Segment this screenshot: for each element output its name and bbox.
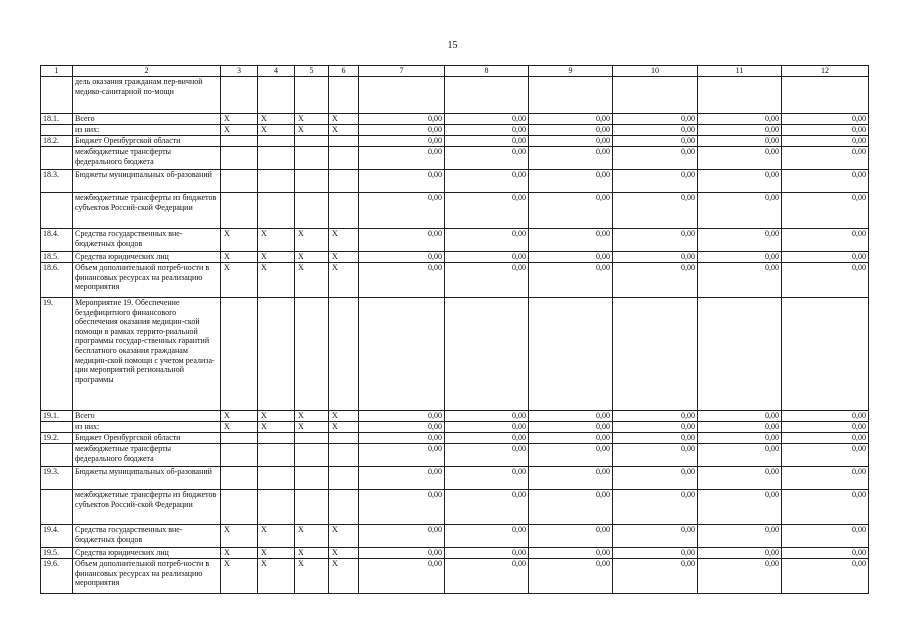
row-name: Бюджет Оренбургской области (73, 136, 221, 147)
value-cell: 0,00 (613, 263, 698, 298)
row-name: Объем дополнительной потреб-ности в финансовых ресурсах на реализацию мероприятия (73, 559, 221, 594)
value-cell (445, 77, 529, 114)
mark-cell: X (258, 252, 295, 263)
mark-cell: X (221, 263, 258, 298)
row-code: 19.2. (41, 433, 73, 444)
mark-cell: X (295, 229, 329, 252)
value-cell: 0,00 (698, 559, 782, 594)
row-name: Всего (73, 114, 221, 125)
row-code (41, 147, 73, 170)
value-cell: 0,00 (782, 170, 869, 193)
row-code: 18.5. (41, 252, 73, 263)
value-cell: 0,00 (359, 252, 445, 263)
value-cell: 0,00 (529, 252, 613, 263)
value-cell: 0,00 (782, 548, 869, 559)
mark-cell: X (329, 229, 359, 252)
mark-cell: X (329, 252, 359, 263)
mark-cell (295, 77, 329, 114)
value-cell: 0,00 (613, 229, 698, 252)
value-cell: 0,00 (782, 125, 869, 136)
mark-cell: X (295, 525, 329, 548)
value-cell: 0,00 (359, 411, 445, 422)
value-cell: 0,00 (613, 433, 698, 444)
mark-cell (258, 136, 295, 147)
value-cell: 0,00 (613, 444, 698, 467)
value-cell: 0,00 (445, 252, 529, 263)
mark-cell (295, 298, 329, 411)
value-cell: 0,00 (445, 147, 529, 170)
mark-cell: X (258, 114, 295, 125)
value-cell: 0,00 (359, 125, 445, 136)
value-cell: 0,00 (613, 136, 698, 147)
row-name: Средства юридических лиц (73, 252, 221, 263)
mark-cell (258, 77, 295, 114)
mark-cell: X (295, 252, 329, 263)
value-cell: 0,00 (613, 422, 698, 433)
row-name: Средства государственных вне-бюджетных фондов (73, 229, 221, 252)
row-name: Средства юридических лиц (73, 548, 221, 559)
value-cell: 0,00 (613, 125, 698, 136)
row-name: Бюджеты муниципальных об-разований (73, 170, 221, 193)
value-cell: 0,00 (445, 136, 529, 147)
value-cell: 0,00 (445, 263, 529, 298)
row-name: из них: (73, 422, 221, 433)
mark-cell: X (258, 125, 295, 136)
mark-cell: X (221, 252, 258, 263)
mark-cell (258, 444, 295, 467)
mark-cell: X (258, 525, 295, 548)
value-cell: 0,00 (613, 467, 698, 490)
value-cell: 0,00 (698, 490, 782, 525)
table-row (41, 559, 869, 594)
table-row (41, 422, 869, 433)
table-row (41, 263, 869, 298)
value-cell: 0,00 (529, 193, 613, 229)
mark-cell: X (329, 525, 359, 548)
value-cell: 0,00 (782, 525, 869, 548)
value-cell: 0,00 (445, 490, 529, 525)
value-cell: 0,00 (782, 229, 869, 252)
column-header: 12 (782, 66, 869, 77)
row-name: Мероприятие 19. Обеспечение бездефицитного финансового обеспечения оказания медицин-ской помощи в рамках террито-риальной программы государ-ственных гарантий бесплатного оказания гражданам медицин-ской помощи с учетом реализа-ции мероприятий региональной программы (73, 298, 221, 411)
mark-cell: X (258, 229, 295, 252)
value-cell: 0,00 (613, 525, 698, 548)
value-cell: 0,00 (529, 229, 613, 252)
value-cell (698, 298, 782, 411)
mark-cell: X (295, 422, 329, 433)
value-cell (613, 77, 698, 114)
value-cell: 0,00 (613, 548, 698, 559)
mark-cell: X (329, 559, 359, 594)
mark-cell (329, 147, 359, 170)
mark-cell (295, 170, 329, 193)
mark-cell: X (221, 422, 258, 433)
mark-cell (258, 490, 295, 525)
mark-cell (258, 170, 295, 193)
row-code: 19.4. (41, 525, 73, 548)
value-cell: 0,00 (698, 136, 782, 147)
column-header: 6 (329, 66, 359, 77)
column-header: 11 (698, 66, 782, 77)
value-cell: 0,00 (782, 433, 869, 444)
value-cell: 0,00 (359, 147, 445, 170)
mark-cell (295, 136, 329, 147)
value-cell: 0,00 (613, 411, 698, 422)
mark-cell: X (258, 263, 295, 298)
value-cell (529, 77, 613, 114)
value-cell: 0,00 (529, 263, 613, 298)
value-cell: 0,00 (445, 525, 529, 548)
value-cell: 0,00 (698, 229, 782, 252)
mark-cell: X (221, 229, 258, 252)
value-cell: 0,00 (529, 525, 613, 548)
mark-cell: X (221, 559, 258, 594)
value-cell: 0,00 (782, 559, 869, 594)
value-cell: 0,00 (445, 114, 529, 125)
table-row (41, 147, 869, 170)
column-header: 1 (41, 66, 73, 77)
mark-cell (221, 170, 258, 193)
row-name: межбюджетные трансферты федерального бюджета (73, 444, 221, 467)
mark-cell (329, 298, 359, 411)
value-cell (782, 77, 869, 114)
mark-cell: X (221, 548, 258, 559)
mark-cell: X (329, 548, 359, 559)
value-cell: 0,00 (698, 444, 782, 467)
mark-cell (258, 433, 295, 444)
table-row (41, 298, 869, 411)
value-cell: 0,00 (359, 444, 445, 467)
value-cell: 0,00 (359, 490, 445, 525)
row-name: Бюджет Оренбургской области (73, 433, 221, 444)
value-cell: 0,00 (529, 444, 613, 467)
mark-cell: X (221, 114, 258, 125)
row-code: 19. (41, 298, 73, 411)
value-cell: 0,00 (529, 136, 613, 147)
mark-cell: X (295, 548, 329, 559)
mark-cell: X (258, 422, 295, 433)
value-cell: 0,00 (445, 193, 529, 229)
table-row (41, 136, 869, 147)
value-cell: 0,00 (359, 548, 445, 559)
table-row (41, 490, 869, 525)
value-cell (613, 298, 698, 411)
mark-cell (329, 77, 359, 114)
value-cell (445, 298, 529, 411)
value-cell: 0,00 (698, 548, 782, 559)
value-cell: 0,00 (529, 548, 613, 559)
mark-cell (329, 170, 359, 193)
table-row (41, 77, 869, 114)
mark-cell (221, 136, 258, 147)
row-code (41, 193, 73, 229)
table-row (41, 170, 869, 193)
table-row (41, 252, 869, 263)
value-cell: 0,00 (445, 559, 529, 594)
value-cell: 0,00 (782, 411, 869, 422)
row-code: 18.4. (41, 229, 73, 252)
table-row (41, 525, 869, 548)
mark-cell: X (258, 548, 295, 559)
mark-cell (295, 193, 329, 229)
row-name: межбюджетные трансферты из бюджетов субъектов Россий-ской Федерации (73, 490, 221, 525)
mark-cell: X (329, 422, 359, 433)
mark-cell: X (221, 525, 258, 548)
row-code: 18.1. (41, 114, 73, 125)
value-cell: 0,00 (445, 125, 529, 136)
value-cell: 0,00 (698, 422, 782, 433)
value-cell: 0,00 (698, 252, 782, 263)
value-cell: 0,00 (698, 411, 782, 422)
mark-cell (221, 77, 258, 114)
mark-cell (258, 147, 295, 170)
mark-cell: X (221, 125, 258, 136)
column-header: 9 (529, 66, 613, 77)
mark-cell (295, 433, 329, 444)
value-cell: 0,00 (698, 467, 782, 490)
value-cell: 0,00 (529, 422, 613, 433)
mark-cell (329, 136, 359, 147)
value-cell: 0,00 (698, 263, 782, 298)
row-code (41, 444, 73, 467)
row-code (41, 422, 73, 433)
row-code: 19.1. (41, 411, 73, 422)
value-cell: 0,00 (698, 147, 782, 170)
mark-cell (258, 298, 295, 411)
value-cell: 0,00 (613, 193, 698, 229)
mark-cell (329, 193, 359, 229)
row-code: 19.5. (41, 548, 73, 559)
column-header: 7 (359, 66, 445, 77)
value-cell: 0,00 (782, 422, 869, 433)
value-cell: 0,00 (529, 114, 613, 125)
value-cell: 0,00 (359, 263, 445, 298)
value-cell: 0,00 (529, 170, 613, 193)
mark-cell: X (295, 559, 329, 594)
mark-cell (221, 433, 258, 444)
mark-cell (221, 298, 258, 411)
mark-cell: X (295, 411, 329, 422)
row-code: 19.6. (41, 559, 73, 594)
value-cell: 0,00 (359, 559, 445, 594)
value-cell: 0,00 (529, 147, 613, 170)
mark-cell (258, 193, 295, 229)
value-cell: 0,00 (782, 467, 869, 490)
mark-cell: X (258, 411, 295, 422)
value-cell: 0,00 (613, 170, 698, 193)
value-cell: 0,00 (359, 422, 445, 433)
mark-cell (329, 490, 359, 525)
value-cell: 0,00 (359, 193, 445, 229)
value-cell: 0,00 (445, 467, 529, 490)
value-cell: 0,00 (359, 170, 445, 193)
table-row (41, 125, 869, 136)
value-cell: 0,00 (529, 467, 613, 490)
value-cell: 0,00 (782, 147, 869, 170)
value-cell: 0,00 (613, 490, 698, 525)
row-name: Всего (73, 411, 221, 422)
value-cell: 0,00 (529, 411, 613, 422)
mark-cell (221, 147, 258, 170)
row-name: из них: (73, 125, 221, 136)
value-cell: 0,00 (698, 193, 782, 229)
mark-cell (329, 433, 359, 444)
column-header: 3 (221, 66, 258, 77)
value-cell: 0,00 (445, 433, 529, 444)
mark-cell (295, 444, 329, 467)
column-header: 10 (613, 66, 698, 77)
value-cell: 0,00 (613, 114, 698, 125)
value-cell (359, 77, 445, 114)
mark-cell (221, 444, 258, 467)
value-cell: 0,00 (698, 433, 782, 444)
value-cell: 0,00 (445, 548, 529, 559)
value-cell: 0,00 (782, 114, 869, 125)
value-cell (529, 298, 613, 411)
mark-cell: X (329, 263, 359, 298)
row-name: Объем дополнительной потреб-ности в финансовых ресурсах на реализацию мероприятия (73, 263, 221, 298)
column-header: 4 (258, 66, 295, 77)
row-name: Бюджеты муниципальных об-разований (73, 467, 221, 490)
table-row (41, 467, 869, 490)
mark-cell: X (258, 559, 295, 594)
mark-cell (295, 147, 329, 170)
mark-cell: X (221, 411, 258, 422)
column-header: 8 (445, 66, 529, 77)
row-name: межбюджетные трансферты из бюджетов субъектов Россий-ской Федерации (73, 193, 221, 229)
row-name: Средства государственных вне-бюджетных фондов (73, 525, 221, 548)
value-cell: 0,00 (529, 433, 613, 444)
row-code: 18.2. (41, 136, 73, 147)
value-cell: 0,00 (359, 525, 445, 548)
value-cell: 0,00 (445, 444, 529, 467)
table-row (41, 411, 869, 422)
row-code (41, 125, 73, 136)
mark-cell: X (329, 114, 359, 125)
value-cell: 0,00 (698, 170, 782, 193)
value-cell: 0,00 (359, 433, 445, 444)
row-code (41, 77, 73, 114)
value-cell: 0,00 (359, 229, 445, 252)
header-row (41, 66, 869, 77)
value-cell: 0,00 (782, 263, 869, 298)
value-cell: 0,00 (698, 525, 782, 548)
row-name: межбюджетные трансферты федерального бюджета (73, 147, 221, 170)
mark-cell (295, 490, 329, 525)
column-header: 2 (73, 66, 221, 77)
table-row (41, 114, 869, 125)
mark-cell: X (329, 125, 359, 136)
table-row (41, 229, 869, 252)
value-cell: 0,00 (782, 193, 869, 229)
value-cell: 0,00 (782, 136, 869, 147)
mark-cell (329, 444, 359, 467)
value-cell: 0,00 (782, 252, 869, 263)
value-cell: 0,00 (445, 411, 529, 422)
mark-cell (329, 467, 359, 490)
row-code: 19.3. (41, 467, 73, 490)
mark-cell: X (295, 125, 329, 136)
value-cell: 0,00 (782, 444, 869, 467)
value-cell: 0,00 (698, 114, 782, 125)
value-cell: 0,00 (613, 559, 698, 594)
mark-cell (221, 467, 258, 490)
page-number: 15 (447, 40, 458, 51)
value-cell: 0,00 (529, 490, 613, 525)
mark-cell (295, 467, 329, 490)
value-cell: 0,00 (359, 467, 445, 490)
row-name: дель оказания гражданам пер-вичной медико-санитарной по-мощи (73, 77, 221, 114)
value-cell (698, 77, 782, 114)
value-cell: 0,00 (529, 125, 613, 136)
column-header: 5 (295, 66, 329, 77)
value-cell (782, 298, 869, 411)
value-cell: 0,00 (445, 170, 529, 193)
row-code: 18.6. (41, 263, 73, 298)
value-cell: 0,00 (782, 490, 869, 525)
table-row (41, 444, 869, 467)
value-cell: 0,00 (359, 136, 445, 147)
value-cell: 0,00 (613, 147, 698, 170)
value-cell: 0,00 (613, 252, 698, 263)
table-row (41, 433, 869, 444)
mark-cell: X (295, 114, 329, 125)
value-cell (359, 298, 445, 411)
mark-cell (221, 193, 258, 229)
row-code (41, 490, 73, 525)
value-cell: 0,00 (529, 559, 613, 594)
value-cell: 0,00 (445, 229, 529, 252)
row-code: 18.3. (41, 170, 73, 193)
budget-table (40, 65, 869, 594)
value-cell: 0,00 (445, 422, 529, 433)
mark-cell: X (329, 411, 359, 422)
value-cell: 0,00 (698, 125, 782, 136)
value-cell: 0,00 (359, 114, 445, 125)
table-row (41, 193, 869, 229)
table-row (41, 548, 869, 559)
mark-cell: X (295, 263, 329, 298)
mark-cell (258, 467, 295, 490)
table-body (41, 66, 869, 594)
mark-cell (221, 490, 258, 525)
